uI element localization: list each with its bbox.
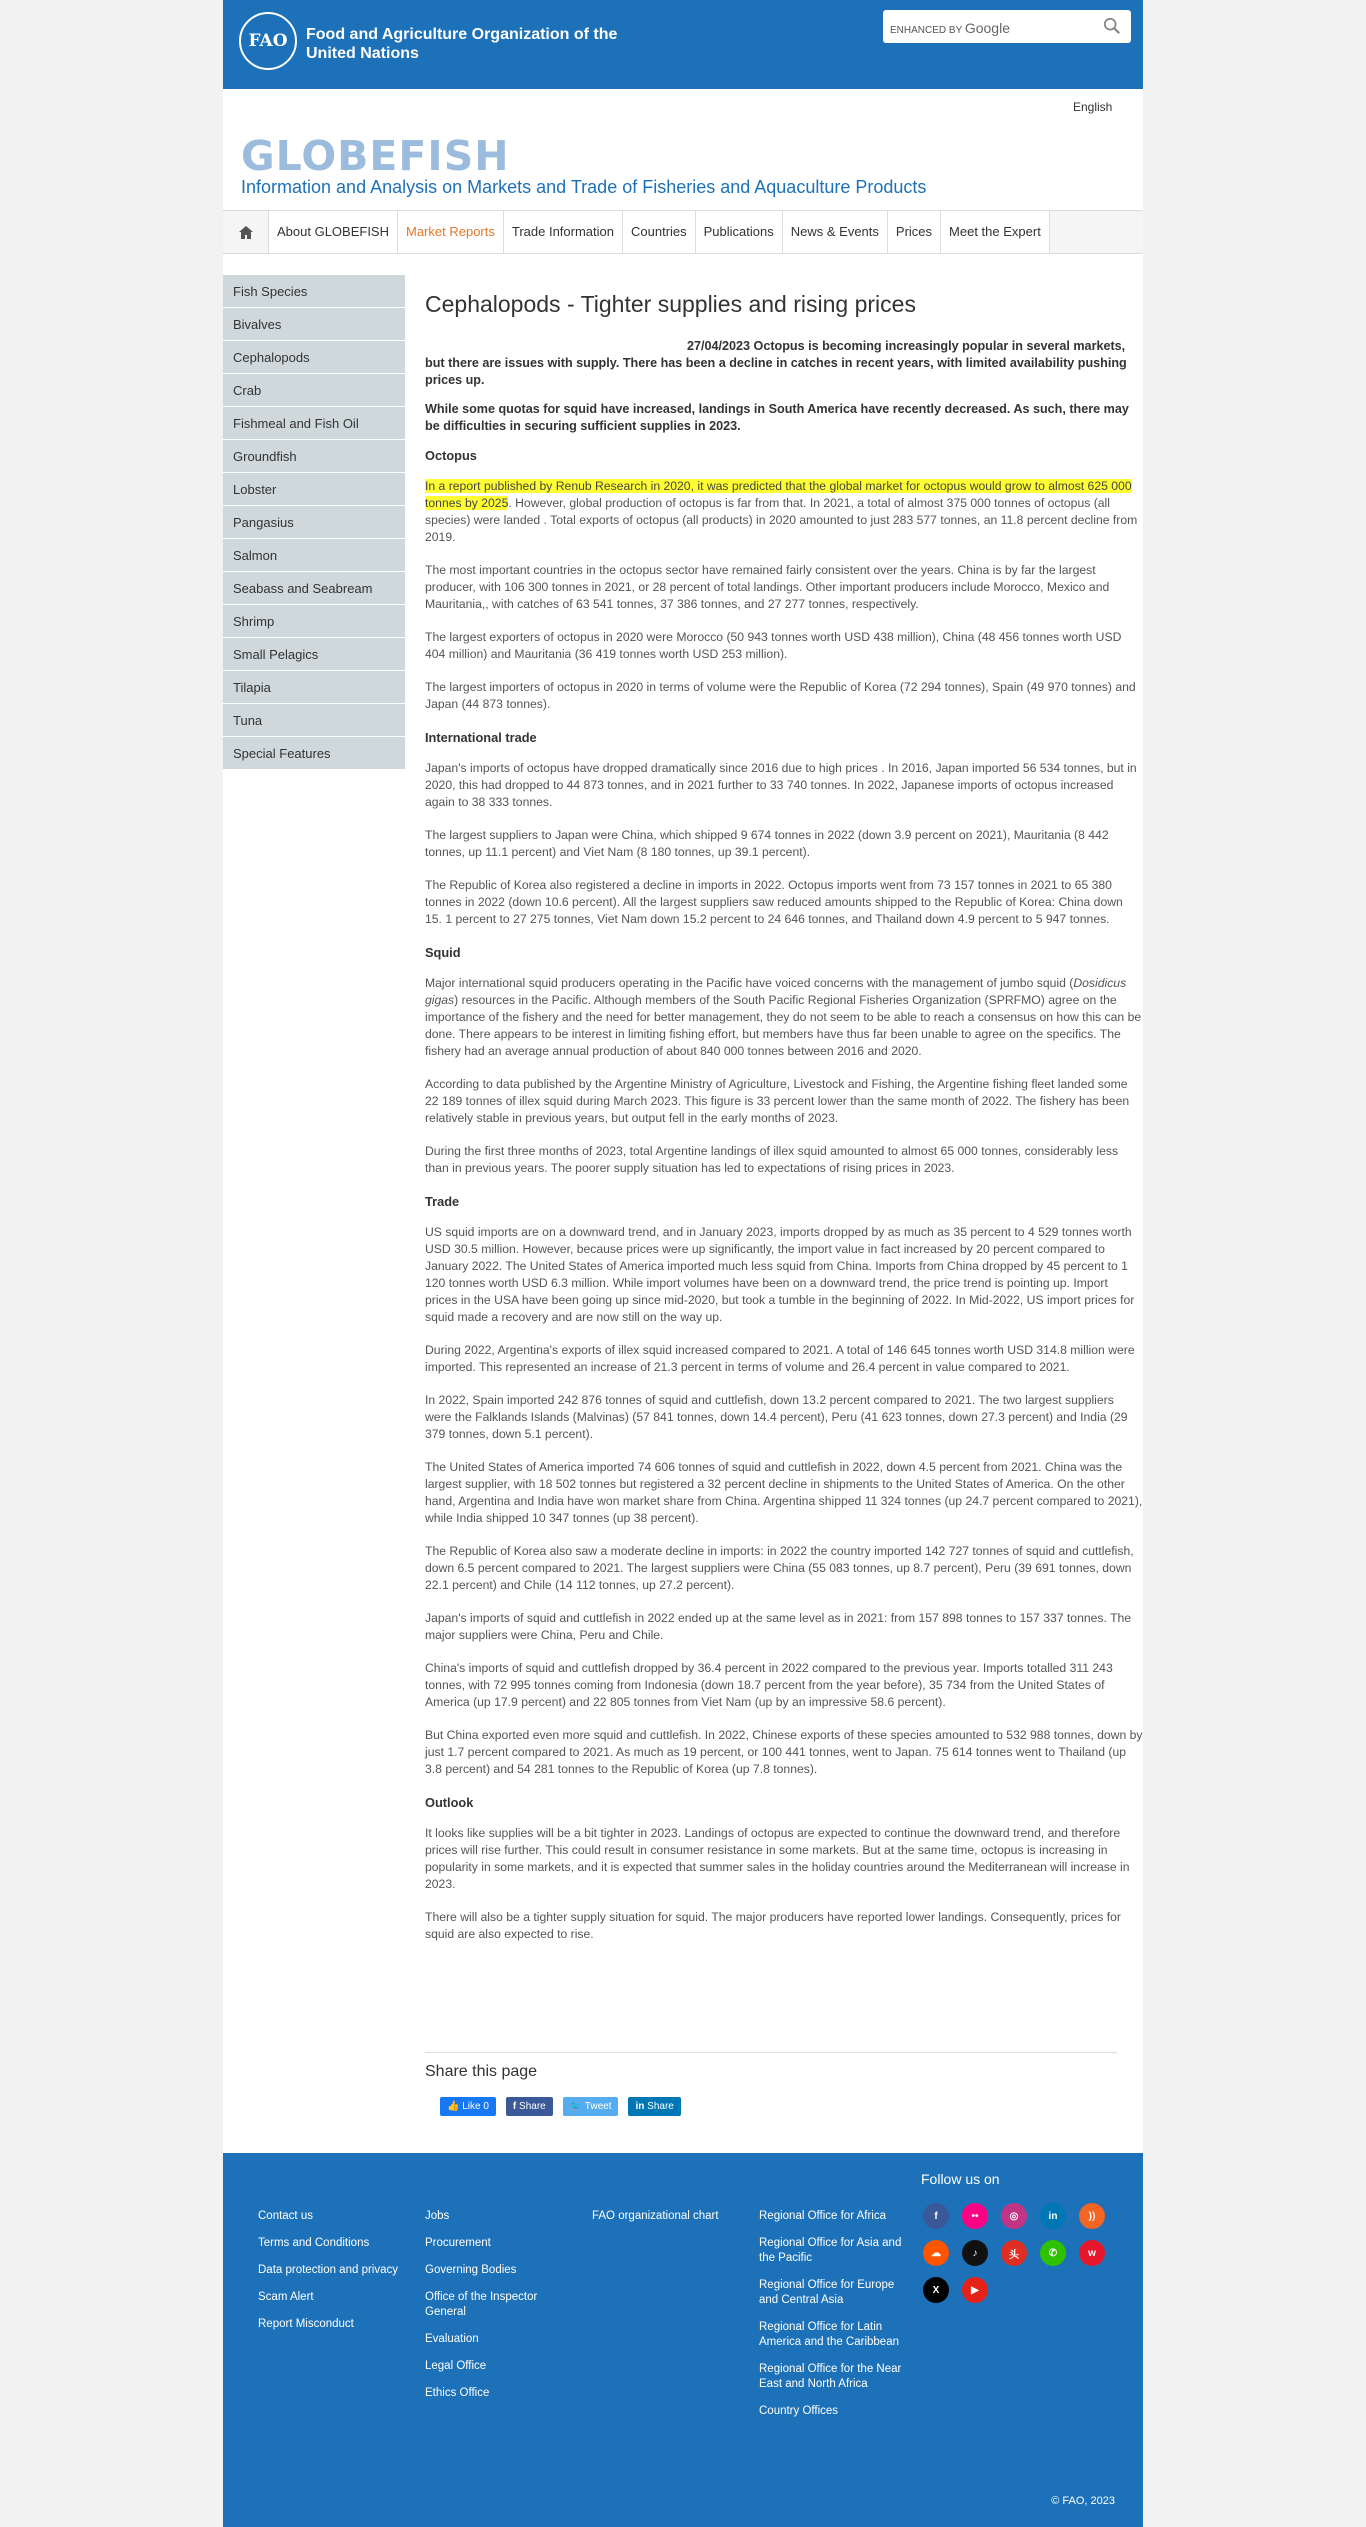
section-heading-trade: Trade (425, 1194, 460, 1209)
intl-paragraph-2: The largest suppliers to Japan were China, which shipped 9 674 tonnes in 2022 (down 3.9 percent on 2021), Mauritania (8 442 tonnes, up 11.1 percent) and Viet Nam (8 180 tonnes, up 39.1 percent). (425, 828, 1109, 859)
instagram-icon[interactable]: ◎ (1001, 2203, 1027, 2229)
footer-column-3 (592, 2209, 737, 2236)
lead-paragraph-2: While some quotas for squid have increased, landings in South America have recently decreased. As such, there may be difficulties in securing sufficient supplies in 2023. (425, 402, 1129, 433)
page (223, 0, 1143, 2527)
footer-link-fao-organizational-chart[interactable]: FAO organizational chart (592, 2210, 719, 2222)
sidebar-item-tuna[interactable]: Tuna (223, 704, 405, 737)
sidebar-item-fish-species[interactable]: Fish Species (223, 275, 405, 308)
share-title: Share this page (425, 2063, 538, 2080)
nav-item-prices[interactable]: Prices (888, 211, 941, 253)
sidebar-item-seabass-and-seabream[interactable]: Seabass and Seabream (223, 572, 405, 605)
home-icon[interactable] (223, 211, 269, 253)
trade-paragraph-7: China's imports of squid and cuttlefish dropped by 36.4 percent in 2022 compared to the previous year. Imports totalled 311 243 tonnes, with 72 995 tonnes coming from Indonesia (down 18.7 percent from the year before), 35 734 from the United States of America (up 17.9 percent) and 22 805 tonnes from Viet Nam (up by an impressive 58.6 percent). (425, 1661, 1113, 1709)
sidebar-item-cephalopods[interactable]: Cephalopods (223, 341, 405, 374)
sidebar-item-shrimp[interactable]: Shrimp (223, 605, 405, 638)
trade-paragraph-1: US squid imports are on a downward trend, and in January 2023, imports dropped by as much as 35 percent to 4 529 tonnes worth USD 30.5 million. However, because prices were up significantly, the import value in fact increased by 20 percent compared to January 2022. The United States of America imported much less squid from China. Imports from China dropped by 45 percent to 1 120 tonnes worth USD 6.3 million. While import volumes have been on a downward trend, the price trend is pointing up. Import prices in the USA have been going up since mid-2020, but took a tumble in the beginning of 2022. In Mid-2022, US import prices for squid made a recovery and are now still on the way up. (425, 1225, 1135, 1324)
sidebar-item-groundfish[interactable]: Groundfish (223, 440, 405, 473)
weibo-icon[interactable]: w (1079, 2240, 1105, 2266)
sidebar-item-salmon[interactable]: Salmon (223, 539, 405, 572)
social-icons (923, 2203, 1119, 2303)
footer-link-legal-office[interactable]: Legal Office (425, 2360, 487, 2372)
footer-link-regional-office-for-asia-and-the-pacific[interactable]: Regional Office for Asia and the Pacific (759, 2237, 902, 2264)
section-heading-international-trade: International trade (425, 730, 537, 745)
twitter-icon: 🐦 (569, 2101, 583, 2112)
main-nav (223, 210, 1143, 254)
footer-link-contact-us[interactable]: Contact us (258, 2210, 313, 2222)
linkedin-share-button[interactable]: in Share (628, 2097, 680, 2116)
octopus-paragraph-2: The most important countries in the octopus sector have remained fairly consistent over the years. China is by far the largest producer, with 106 300 tonnes in 2021, or 28 percent of total landings. Other important producers include Morocco, Mexico and Mauritania,, with catches of 63 541 tonnes, 37 386 tonnes, and 27 277 tonnes, respectively. (425, 563, 1110, 611)
top-bar (223, 0, 1143, 89)
footer-link-terms-and-conditions[interactable]: Terms and Conditions (258, 2237, 370, 2249)
outlook-paragraph-2: There will also be a tighter supply situation for squid. The major producers have reported lower landings. Consequently, prices for squid are also expected to rise. (425, 1910, 1121, 1941)
trade-paragraph-5: The Republic of Korea also saw a moderate decline in imports: in 2022 the country imported 142 727 tonnes of squid and cuttlefish, down 6.5 percent compared to 2021. The largest suppliers were China (55 083 tonnes, up 8.7 percent), Peru (39 691 tonnes, down 22.1 percent) and Chile (14 112 tonnes, up 27.2 percent). (425, 1544, 1134, 1592)
search-icon[interactable] (1103, 17, 1121, 35)
section-heading-octopus: Octopus (425, 448, 477, 463)
outlook-paragraph-1: It looks like supplies will be a bit tighter in 2023. Landings of octopus are expected to continue the downward trend, and therefore prices will rise further. This could result in consumer resistance in some markets. But at the same time, octopus is increasing in popularity in some markets, and it is expected that summer sales in the holiday countries around the Mediterranean will increase in 2023. (425, 1826, 1130, 1891)
footer-column-2 (425, 2209, 570, 2413)
footer-link-regional-office-for-europe-and-central-asia[interactable]: Regional Office for Europe and Central Asia (759, 2279, 895, 2306)
nav-item-publications[interactable]: Publications (696, 211, 783, 253)
sidebar-item-lobster[interactable]: Lobster (223, 473, 405, 506)
footer-link-procurement[interactable]: Procurement (425, 2237, 491, 2249)
soundcloud-icon[interactable]: ☁ (923, 2240, 949, 2266)
linkedin-icon: in (635, 2101, 645, 2112)
nav-item-trade-information[interactable]: Trade Information (504, 211, 623, 253)
sidebar-item-special-features[interactable]: Special Features (223, 737, 405, 770)
footer-link-regional-office-for-the-near-east-and-north-africa[interactable]: Regional Office for the Near East and North Africa (759, 2363, 902, 2390)
nav-item-meet-the-expert[interactable]: Meet the Expert (941, 211, 1050, 253)
search-box[interactable] (883, 10, 1131, 43)
facebook-share-button[interactable]: f Share (506, 2097, 553, 2116)
facebook-like-button[interactable]: 👍 Like 0 (440, 2097, 496, 2116)
fao-logo[interactable]: FAO (239, 12, 297, 70)
squid-paragraph-2: According to data published by the Argentine Ministry of Agriculture, Livestock and Fishing, the Argentine fishing fleet landed some 22 189 tonnes of illex squid during March 2023. This figure is 33 percent lower than the same month of 2022. The fishery has been relatively stable in previous years, but output fell in the early months of 2023. (425, 1077, 1130, 1125)
footer-column-4 (759, 2209, 904, 2431)
tiktok-icon[interactable]: ♪ (962, 2240, 988, 2266)
copyright: © FAO, 2023 (1051, 2495, 1115, 2507)
octopus-paragraph-4: The largest importers of octopus in 2020 in terms of volume were the Republic of Korea (72 294 tonnes), Spain (49 970 tonnes) and Japan (44 873 tonnes). (425, 680, 1136, 711)
wechat-icon[interactable]: ✆ (1040, 2240, 1066, 2266)
facebook-icon: f (512, 2101, 517, 2112)
share-section (425, 2052, 1117, 2116)
footer-link-evaluation[interactable]: Evaluation (425, 2333, 479, 2345)
article-date: 27/04/2023 (687, 339, 751, 353)
footer-link-data-protection-and-privacy[interactable]: Data protection and privacy (258, 2264, 398, 2276)
intl-paragraph-3: The Republic of Korea also registered a decline in imports in 2022. Octopus imports went from 73 157 tonnes in 2021 to 65 380 tonnes in 2022 (down 10.6 percent). All the largest suppliers saw reduced amounts shipped to the Republic of Korea: China down 15. 1 percent to 27 275 tonnes, Viet Nam down 15.2 percent to 24 646 tonnes, and Thailand down 4.9 percent to 5 947 tonnes. (425, 878, 1123, 926)
lead-text: Octopus is becoming increasingly popular in several markets, but there are issues with supply. There has been a decline in catches in recent years, with limited availability pushing prices up. (425, 339, 1127, 387)
trade-paragraph-3: In 2022, Spain imported 242 876 tonnes of squid and cuttlefish, down 13.2 percent compared to 2021. The two largest suppliers were the Falklands Islands (Malvinas) (57 841 tonnes, down 14.4 percent), Peru (41 623 tonnes, down 27.3 percent) and India (29 379 tonnes, down 5.1 percent). (425, 1393, 1128, 1441)
trade-paragraph-6: Japan's imports of squid and cuttlefish in 2022 ended up at the same level as in 2021: from 157 898 tonnes to 157 337 tonnes. The major suppliers were China, Peru and Chile. (425, 1611, 1132, 1642)
footer-link-governing-bodies[interactable]: Governing Bodies (425, 2264, 517, 2276)
page-title: Cephalopods - Tighter supplies and rising prices (425, 291, 916, 317)
octopus-paragraph-3: The largest exporters of octopus in 2020 were Morocco (50 943 tonnes worth USD 438 million), China (48 456 tonnes worth USD 404 million) and Mauritania (36 419 tonnes worth USD 253 million). (425, 630, 1122, 661)
squid-paragraph-3: During the first three months of 2023, total Argentine landings of illex squid amounted to almost 65 000 tonnes, considerably less than in previous years. The poorer supply situation has led to expectations of rising prices in 2023. (425, 1144, 1119, 1175)
facebook-icon[interactable]: f (923, 2203, 949, 2229)
language-selector[interactable]: English (1073, 100, 1113, 114)
nav-item-countries[interactable]: Countries (623, 211, 696, 253)
footer-link-regional-office-for-africa[interactable]: Regional Office for Africa (759, 2210, 886, 2222)
sidebar-item-pangasius[interactable]: Pangasius (223, 506, 405, 539)
footer-link-office-of-the-inspector-general[interactable]: Office of the Inspector General (425, 2291, 538, 2318)
share-buttons (425, 2097, 1117, 2116)
youtube-icon[interactable]: ▶ (962, 2277, 988, 2303)
article (425, 290, 1143, 1959)
footer-link-scam-alert[interactable]: Scam Alert (258, 2291, 314, 2303)
lead-paragraph (425, 338, 1143, 389)
sidebar-item-fishmeal-and-fish-oil[interactable]: Fishmeal and Fish Oil (223, 407, 405, 440)
linkedin-icon[interactable]: in (1040, 2203, 1066, 2229)
follow-us-label: Follow us on (921, 2171, 1000, 2187)
octopus-paragraph-1: In a report published by Renub Research in 2020, it was predicted that the global market for octopus would grow to almost 625 000 tonnes by 2025. However, global production of octopus is far from that. In 2021, a total of almost 375 000 tonnes of octopus (all species) were landed . Total exports of octopus (all products) in 2020 amounted to just 283 577 tonnes, an 11.8 percent decline from 2019. (425, 479, 1138, 544)
thumbs-up-icon: 👍 (447, 2101, 460, 2112)
footer-link-regional-office-for-latin-america-and-the-caribbean[interactable]: Regional Office for Latin America and the Caribbean (759, 2321, 899, 2348)
trade-paragraph-4: The United States of America imported 74 606 tonnes of squid and cuttlefish in 2022, down 4.5 percent from 2021. China was the largest supplier, with 18 502 tonnes but registered a 32 percent decline in shipments to the United States of America. On the other hand, Argentina and India have won market share from China. Argentina shipped 11 324 tonnes (up 24.7 percent compared to 2021), while India shipped 10 347 tonnes (up 38 percent). (425, 1460, 1143, 1525)
x-icon[interactable]: X (923, 2277, 949, 2303)
globefish-logo[interactable]: GLOBEFISH (241, 132, 510, 180)
footer (223, 2153, 1143, 2527)
footer-link-ethics-office[interactable]: Ethics Office (425, 2387, 490, 2399)
nav-item-market-reports[interactable]: Market Reports (398, 211, 504, 253)
footer-link-report-misconduct[interactable]: Report Misconduct (258, 2318, 354, 2330)
trade-paragraph-8: But China exported even more squid and cuttlefish. In 2022, Chinese exports of these species amounted to 532 988 tonnes, down by just 1.7 percent compared to 2021. As much as 19 percent, or 100 441 tonnes, went to Japan. 75 614 tonnes went to Thailand (up 3.8 percent) and 54 281 tonnes to the Republic of Korea (up 7.8 tonnes). (425, 1728, 1143, 1776)
footer-column-1 (258, 2209, 403, 2344)
sidebar (223, 275, 405, 770)
org-name[interactable]: Food and Agriculture Organization of the United Nations (306, 26, 618, 62)
section-heading-outlook: Outlook (425, 1795, 474, 1810)
squid-paragraph-1: Major international squid producers operating in the Pacific have voiced concerns with the management of jumbo squid (Dosidicus gigas) resources in the Pacific. Although members of the South Pacific Regional Fisheries Organization (SPRFMO) agree on the importance of the fishery and the need for better management, they do not seem to be able to reach a consensus on how this can be done. There appears to be interest in limiting fishing effort, but members have thus far been unable to agree on the specifics. The fishery had an average annual production of about 840 000 tonnes between 2016 and 2020. (425, 976, 1142, 1058)
sidebar-item-small-pelagics[interactable]: Small Pelagics (223, 638, 405, 671)
sidebar-item-tilapia[interactable]: Tilapia (223, 671, 405, 704)
nav-item-about-globefish[interactable]: About GLOBEFISH (269, 211, 398, 253)
footer-link-country-offices[interactable]: Country Offices (759, 2405, 839, 2417)
nav-item-news-events[interactable]: News & Events (783, 211, 888, 253)
sidebar-item-bivalves[interactable]: Bivalves (223, 308, 405, 341)
globefish-tagline: Information and Analysis on Markets and Trade of Fisheries and Aquaculture Products (241, 177, 927, 197)
sidebar-item-crab[interactable]: Crab (223, 374, 405, 407)
toutiao-icon[interactable]: 头 (1001, 2240, 1027, 2266)
trade-paragraph-2: During 2022, Argentina's exports of illex squid increased compared to 2021. A total of 146 645 tonnes worth USD 314.8 million were imported. This represented an increase of 21.3 percent in terms of volume and 26.4 percent in value compared to 2021. (425, 1343, 1135, 1374)
search-brand-label: ENHANCED BY Google (890, 20, 1010, 36)
footer-link-jobs[interactable]: Jobs (425, 2210, 450, 2222)
section-heading-squid: Squid (425, 945, 461, 960)
flickr-icon[interactable]: •• (962, 2203, 988, 2229)
twitter-share-button[interactable]: 🐦 Tweet (563, 2097, 619, 2116)
highlighted-text: In a report published by Renub Research in 2020, it was predicted that the global market for octopus would grow to almost 625 000 tonnes by 2025 (425, 479, 1132, 510)
intl-paragraph-1: Japan's imports of octopus have dropped dramatically since 2016 due to high prices . In 2016, Japan imported 56 534 tonnes, but in 2020, this had dropped to 44 873 tonnes, and in 2021 further to 33 740 tonnes. In 2022, Japanese imports of octopus increased again to 38 333 tonnes. (425, 761, 1137, 809)
rss-icon[interactable]: )) (1079, 2203, 1105, 2229)
